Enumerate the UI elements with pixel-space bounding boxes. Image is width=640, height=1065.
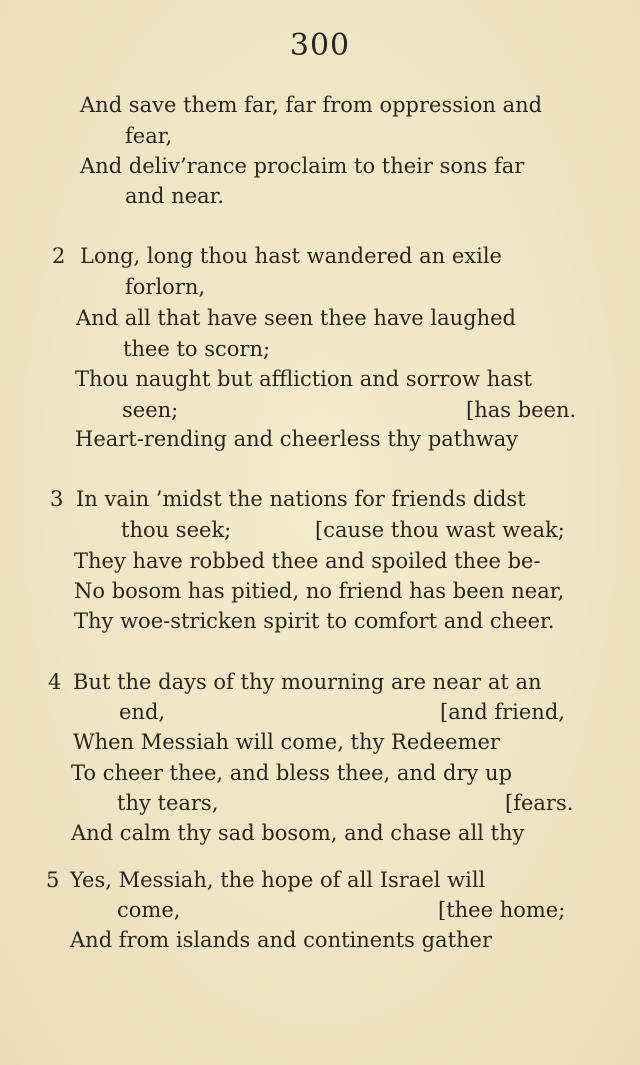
stanza2-line4: Heart-rending and cheerless thy pathway <box>75 427 519 451</box>
stanza2-line4-carry: [has been. <box>466 398 577 422</box>
stanza3-line2-carry: [cause thou wast weak; <box>315 518 565 542</box>
stanza1-line2-cont: and near. <box>125 184 225 208</box>
stanza5-line1-cont: come, <box>117 898 181 922</box>
stanza3-line1: In vain ’midst the nations for friends didst <box>76 487 526 511</box>
stanza4-line2: When Messiah will come, thy Redeemer <box>73 730 500 754</box>
stanza4-line3: To cheer thee, and bless thee, and dry up <box>71 761 513 785</box>
stanza2-number: 2 <box>52 244 66 268</box>
stanza4-line4-carry: [fears. <box>505 791 574 815</box>
stanza4-line1-cont: end, <box>119 700 166 724</box>
stanza2-line2: And all that have seen thee have laughed <box>76 306 516 330</box>
stanza4-line1: But the days of thy mourning are near at an <box>73 670 542 694</box>
stanza2-line1-cont: forlorn, <box>125 275 206 299</box>
stanza4-number: 4 <box>48 670 62 694</box>
stanza2-line2-cont: thee to scorn; <box>123 337 271 361</box>
stanza3-line4: Thy woe-stricken spirit to comfort and cheer. <box>74 609 555 633</box>
stanza5-line2: And from islands and continents gather <box>70 928 493 952</box>
stanza2-line3: Thou naught but affliction and sorrow hast <box>75 367 532 391</box>
stanza2-line3-cont: seen; <box>122 398 179 422</box>
stanza1-line1-cont: fear, <box>125 124 173 148</box>
stanza4-line3-cont: thy tears, <box>117 791 219 815</box>
stanza4-line4: And calm thy sad bosom, and chase all thy <box>71 821 525 845</box>
stanza1-line2: And deliv’rance proclaim to their sons far <box>80 154 525 178</box>
stanza5-line1: Yes, Messiah, the hope of all Israel will <box>70 868 486 892</box>
stanza4-line2-carry: [and friend, <box>440 700 565 724</box>
page-number: 300 <box>289 28 351 63</box>
stanza3-line1-cont: thou seek; <box>121 518 232 542</box>
stanza3-line3: No bosom has pitied, no friend has been near, <box>74 579 565 603</box>
stanza2-line1: Long, long thou hast wandered an exile <box>80 244 502 268</box>
stanza5-line2-carry: [thee home; <box>438 898 566 922</box>
stanza3-number: 3 <box>50 487 64 511</box>
stanza3-line2: They have robbed thee and spoiled thee be- <box>74 549 541 573</box>
stanza1-line1: And save them far, far from oppression and <box>80 93 543 117</box>
stanza5-number: 5 <box>46 868 60 892</box>
